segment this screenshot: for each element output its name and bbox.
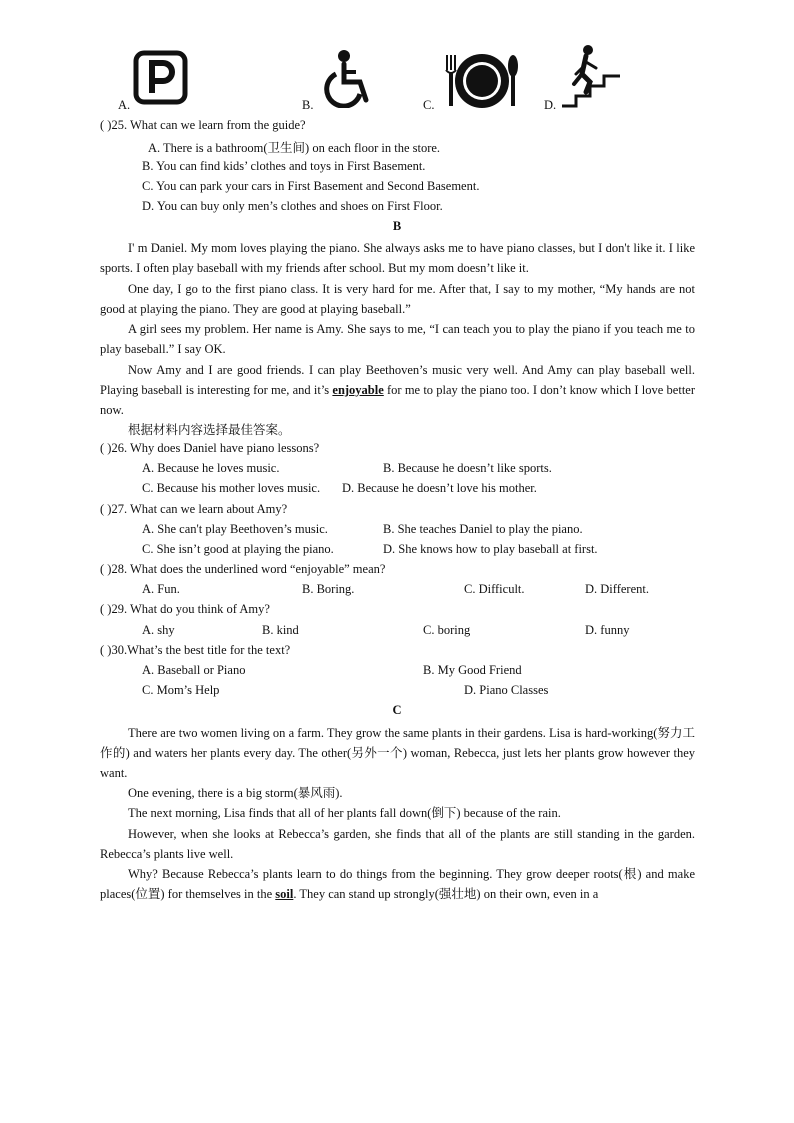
q27-option-b: B. She teaches Daniel to play the piano.: [383, 522, 583, 536]
q25-option-d: D. You can buy only men’s clothes and shoes on First Floor.: [142, 199, 443, 213]
section-c-paragraph-4: [100, 824, 695, 864]
section-c-paragraph-1: [100, 723, 695, 784]
section-c-p2-text: One evening, there is a big storm(暴风雨).: [128, 786, 343, 800]
q25-option-b: B. You can find kids’ clothes and toys in First Basement.: [142, 159, 426, 173]
q27-option-c: C. She isn’t good at playing the piano.: [142, 542, 334, 556]
q29-option-d: D. funny: [585, 623, 630, 637]
q25-stem: ( )25. What can we learn from the guide?: [100, 118, 306, 132]
section-b-p2-text: One day, I go to the first piano class. It is very hard for me. After that, I say to my mother, “My hands are not good at playing the piano. They are good at playing baseball.”: [100, 282, 695, 317]
underlined-word-soil: soil: [275, 887, 294, 902]
section-b-paragraph-3: [100, 319, 695, 359]
q30-option-a: A. Baseball or Piano: [142, 663, 246, 677]
q27-stem: ( )27. What can we learn about Amy?: [100, 502, 288, 516]
section-c-heading: C: [392, 703, 402, 717]
q29-option-a: A. shy: [142, 623, 175, 637]
q28-option-b: B. Boring.: [302, 582, 355, 596]
q27-option-d: D. She knows how to play baseball at first.: [383, 542, 598, 556]
section-b-paragraph-4: [100, 360, 695, 421]
q28-option-a: A. Fun.: [142, 582, 180, 596]
underlined-word-enjoyable: enjoyable: [332, 383, 384, 398]
q30-stem: ( )30.What’s the best title for the text?: [100, 643, 291, 657]
q25-option-a: A. There is a bathroom(卫生间) on each floor in the store.: [148, 141, 441, 155]
section-b-p4-after: for me to play the piano too. I don’t know which I love better now.: [100, 383, 695, 418]
instruction-text: 根据材料内容选择最佳答案。: [128, 423, 291, 437]
option-b-wheelchair-icon: [318, 48, 374, 108]
option-a-parking-icon: [133, 50, 188, 105]
section-c-p5-before: Why? Because Rebecca’s plants learn to do things from the beginning. They grow deeper roots(根) and make places(位置) for themselves in the: [100, 867, 695, 902]
option-d-label: D.: [544, 98, 557, 112]
section-c-paragraph-3: [100, 803, 695, 823]
q26-option-a: A. Because he loves music.: [142, 461, 280, 475]
section-c-p3-text: The next morning, Lisa finds that all of her plants fall down(倒下) because of the rain.: [128, 806, 561, 820]
q29-stem: ( )29. What do you think of Amy?: [100, 602, 270, 616]
q29-option-c: C. boring: [423, 623, 471, 637]
option-d-stairs-icon: [562, 44, 622, 108]
section-c-p1-text: There are two women living on a farm. They grow the same plants in their gardens. Lisa is hard-working(努力工作的) and waters her plants every day. The other(另外一个) woman, Rebecca, just lets her plants grow however they want.: [100, 726, 695, 781]
q30-option-b: B. My Good Friend: [423, 663, 522, 677]
section-b-heading: B: [392, 219, 402, 233]
section-b-paragraph-1: [100, 238, 695, 278]
section-b-p4-before: Now Amy and I are good friends. I can play Beethoven’s music very well. And Amy can play baseball well. Playing baseball is interesting for me, and it’s: [100, 363, 695, 398]
section-b-p1-text: I' m Daniel. My mom loves playing the piano. She always asks me to have piano classes, but I don't like it. I like sports. I often play baseball with my friends after school. But my mom doesn’t like it.: [100, 241, 695, 276]
section-c-p4-text: However, when she looks at Rebecca’s garden, she finds that all of the plants are still standing in the garden. Rebecca’s plants live well.: [100, 827, 695, 862]
q25-option-c: C. You can park your cars in First Basement and Second Basement.: [142, 179, 480, 193]
option-b-label: B.: [302, 98, 314, 112]
option-c-label: C.: [423, 98, 435, 112]
section-b-paragraph-2: [100, 279, 695, 319]
q27-option-a: A. She can't play Beethoven’s music.: [142, 522, 328, 536]
q26-option-d: D. Because he doesn’t love his mother.: [342, 481, 537, 495]
q29-option-b: B. kind: [262, 623, 299, 637]
q26-option-b: B. Because he doesn’t like sports.: [383, 461, 552, 475]
section-c-p5-after: . They can stand up strongly(强壮地) on their own, even in a: [293, 887, 599, 902]
section-c-paragraph-2: [100, 783, 695, 803]
option-c-dining-icon: [442, 52, 522, 110]
option-a-label: A.: [118, 98, 131, 112]
section-b-p3-text: A girl sees my problem. Her name is Amy. She says to me, “I can teach you to play the piano if you teach me to play baseball.” I say OK.: [100, 322, 695, 357]
q28-option-d: D. Different.: [585, 582, 649, 596]
q30-option-d: D. Piano Classes: [464, 683, 549, 697]
q26-option-c: C. Because his mother loves music.: [142, 481, 321, 495]
q26-stem: ( )26. Why does Daniel have piano lessons?: [100, 441, 320, 455]
q28-stem: ( )28. What does the underlined word “enjoyable” mean?: [100, 562, 386, 576]
section-c-paragraph-5: [100, 864, 695, 904]
q30-option-c: C. Mom’s Help: [142, 683, 220, 697]
q28-option-c: C. Difficult.: [464, 582, 525, 596]
